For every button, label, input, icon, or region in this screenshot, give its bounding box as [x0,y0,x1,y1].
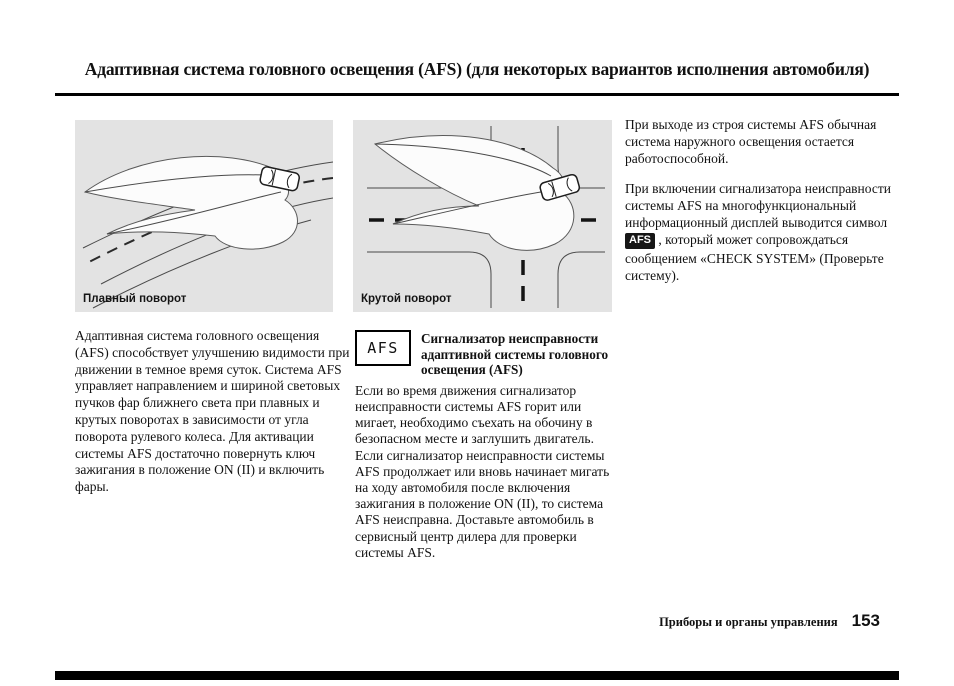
section-heading: Сигнализатор неисправности адаптивной системы головного освещения (AFS) [421,331,609,378]
afs-indicator-box [355,330,411,366]
figure-caption: Плавный поворот [83,293,187,305]
afs-symbol-badge: AFS [625,233,655,249]
footer-page-number: 153 [851,611,880,630]
footer-section-title: Приборы и органы управления [659,615,838,629]
figure-caption: Крутой поворот [361,293,452,305]
figure-smooth-turn [75,120,333,312]
sharp-turn-illustration [353,120,612,312]
smooth-turn-illustration [75,120,333,312]
paragraph-afs-description: Адаптивная система головного освещения (AFS) способствует улучшению видимости при движении в темное время суток. Система AFS управляет направлением и шириной световых пучков фар ближнего света при плавных и крутых поворотах в зависимости от угла поворота рулевого колеса. Для активации системы AFS достаточно повернуть ключ зажигания в положение ON (II) и включить фары. [75,328,350,495]
indicator-heading-row [355,330,613,378]
paragraph-afs-warning-display [625,180,909,284]
right-column [625,116,909,297]
paragraph-text: При включении сигнализатора неисправности системы AFS на многофункциональный информационный дисплей выводится символ [625,181,891,230]
paragraph-text: , который может сопровождаться сообщением «CHECK SYSTEM» (Проверьте систему). [625,232,884,283]
middle-column [355,330,613,561]
page-footer [659,611,880,631]
page-title: Адаптивная система головного освещения (AFS) (для некоторых вариантов исполнения автомобиля) [84,59,870,79]
paragraph-indicator-instructions: Если во время движения сигнализатор неисправности системы AFS горит или мигает, необходимо съехать на обочину в безопасном месте и заглушить двигатель. Если сигнализатор неисправности системы AFS продолжает или вновь начинает мигать на ходу автомобиля после включения зажигания в положение ON (II), то система AFS неисправна. Доставьте автомобиль в сервисный центр дилера для проверки системы AFS. [355,382,610,560]
left-column [75,328,351,496]
figure-sharp-turn [353,120,612,312]
paragraph-afs-fallback: При выходе из строя системы AFS обычная система наружного освещения остается работоспособной. [625,117,877,166]
title-rule [55,93,899,96]
afs-indicator-label: AFS [367,338,399,357]
bottom-rule [55,671,899,680]
